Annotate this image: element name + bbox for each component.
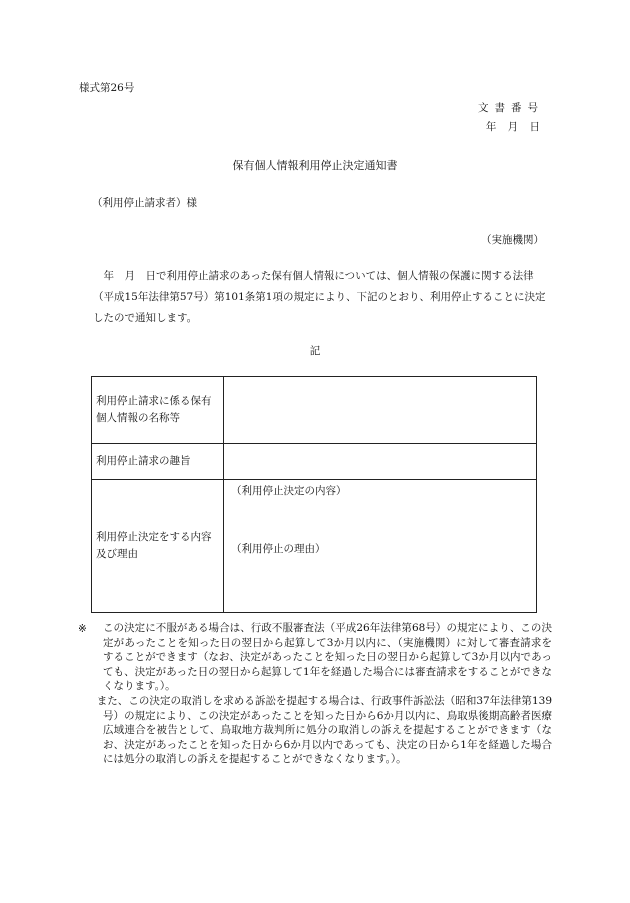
row-value-request-purpose xyxy=(224,444,537,480)
row-label-info-name: 利用停止請求に係る保有個人情報の名称等 xyxy=(92,377,224,444)
table-row xyxy=(92,444,537,480)
ki-heading: 記 xyxy=(309,345,321,357)
decision-table xyxy=(91,376,537,613)
table-row xyxy=(92,377,537,444)
table-row xyxy=(92,480,537,613)
row-label-request-purpose: 利用停止請求の趣旨 xyxy=(92,444,224,480)
note-paragraph-appeal: この決定に不服がある場合は、行政不服審査法（平成26年法律第68号）の規定により、この決定があったことを知った日の翌日から起算して3か月以内に、（実施機関）に対して審査請求をすることができます（なお、決定があったことを知った日の翌日から起算して3か月以内であっても、決定があった日の翌日から起算して1年を経過した場合には審査請求をすることができなくなります。）。 xyxy=(103,622,552,693)
body-paragraph: 年 月 日で利用停止請求のあった保有個人情報については、個人情報の保護に関する法律（平成15年法律第57号）第101条第1項の規定により、下記のとおり、利用停止することに決定したので通知します。 xyxy=(93,270,546,324)
row-label-decision: 利用停止決定をする内容及び理由 xyxy=(92,480,224,613)
note-mark: ※ xyxy=(78,623,87,635)
issue-date: 年 月 日 xyxy=(485,121,544,133)
issuing-organization: （実施機関） xyxy=(481,234,544,246)
document-title: 保有個人情報利用停止決定通知書 xyxy=(232,159,398,172)
addressee: （利用停止請求者）様 xyxy=(92,197,197,209)
decision-reason-label: （利用停止の理由） xyxy=(231,543,326,555)
form-number: 様式第26号 xyxy=(79,82,135,94)
note-text xyxy=(96,621,552,767)
document-number: 文書番号 xyxy=(478,102,544,114)
note-paragraph-lawsuit: また、この決定の取消しを求める訴訟を提起する場合は、行政事件訴訟法（昭和37年法律第139号）の規定により、この決定があったことを知った日から6か月以内に、鳥取県後期高齢者医療広域連合を被告として、鳥取地方裁判所に処分の取消しの訴えを提起することができます（なお、決定があったことを知った日から6か月以内であっても、決定の日から1年を経過した場合には処分の取消しの訴えを提起することができなくなります。）。 xyxy=(96,694,552,766)
row-value-decision xyxy=(224,480,537,613)
row-value-info-name xyxy=(224,377,537,444)
decision-content-label: （利用停止決定の内容） xyxy=(231,485,347,497)
